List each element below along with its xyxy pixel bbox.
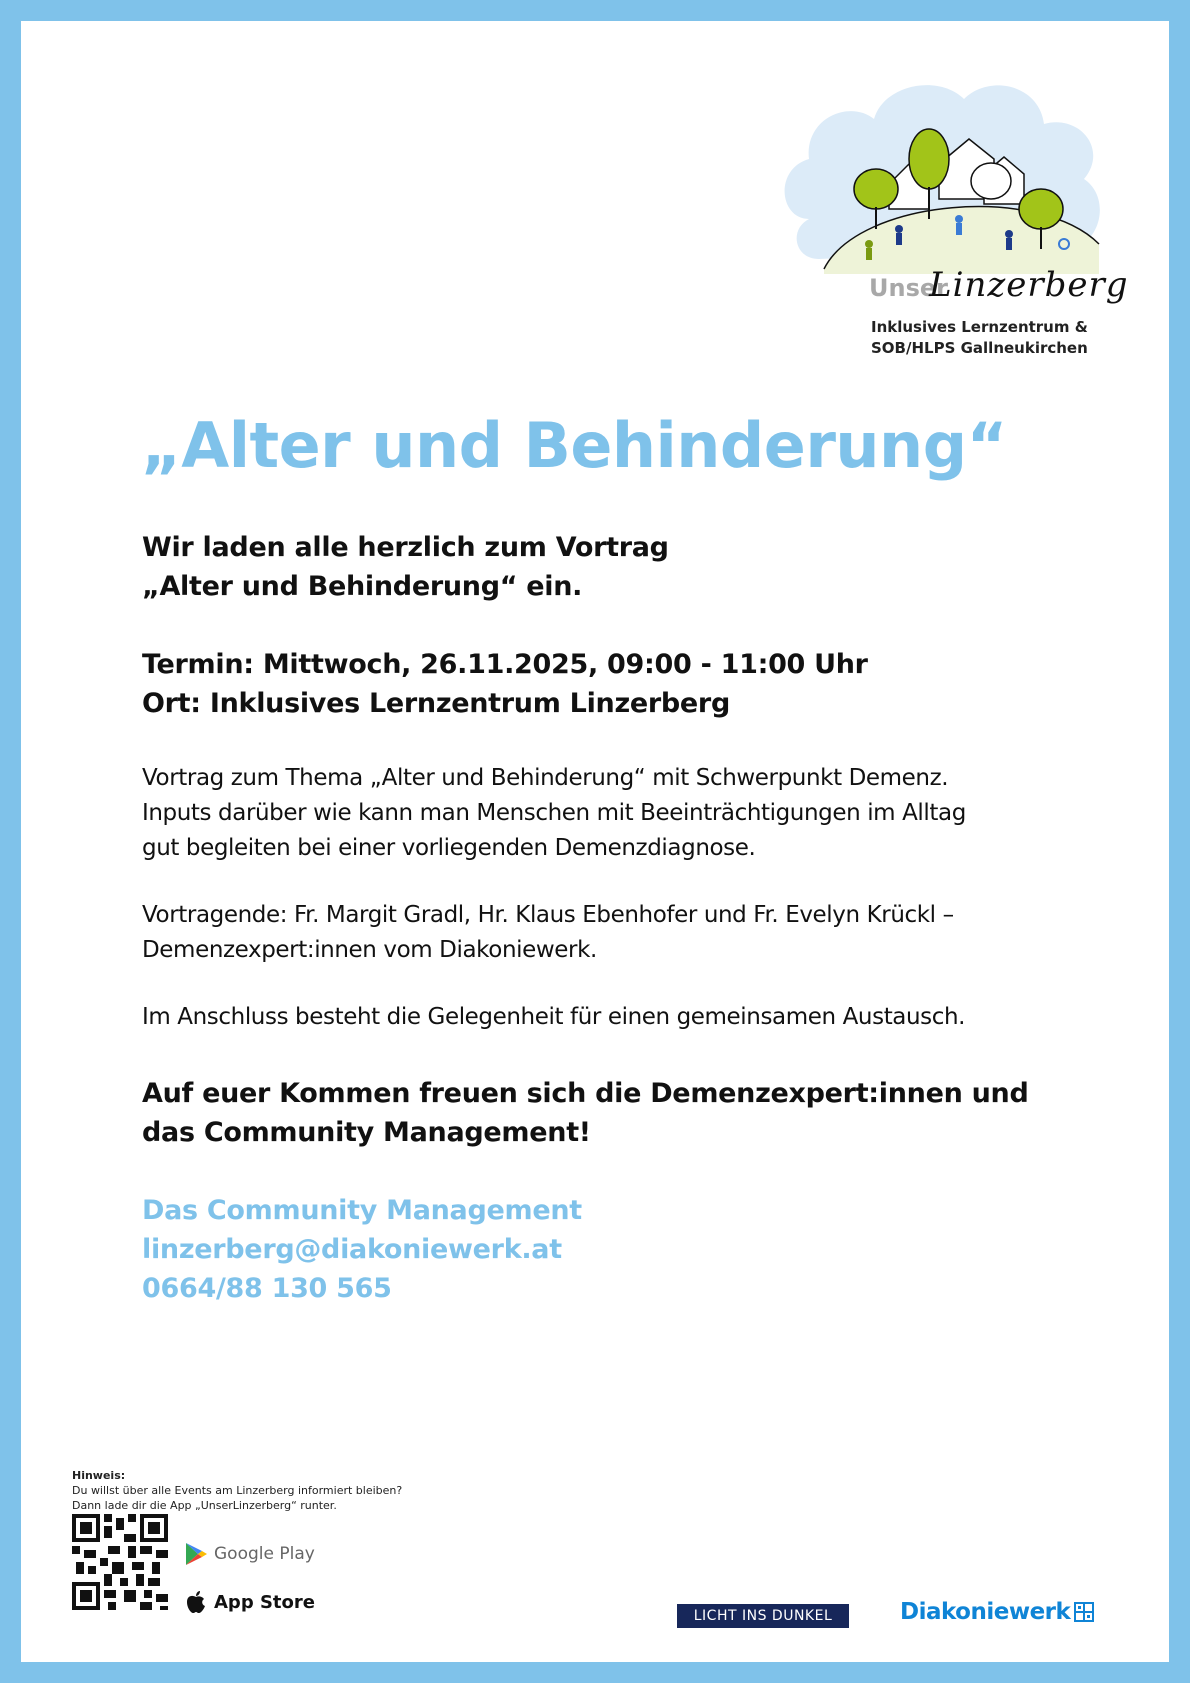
app-store-badge[interactable] [183,1589,315,1615]
poster-page [21,21,1169,1662]
event-details [142,645,868,723]
diakoniewerk-logo [900,1599,1095,1625]
unser-linzerberg-logo [779,69,1159,369]
qr-code-icon [72,1514,168,1610]
google-play-icon [183,1541,209,1567]
fold-mark [1148,438,1169,439]
logo-subtitle-line: Inklusives Lernzentrum & [871,318,1088,336]
fold-mark [21,438,42,439]
diakoniewerk-wordmark: Diakoniewerk [900,1599,1071,1625]
speakers [142,898,954,968]
apple-icon [183,1589,209,1615]
contact-phone: 0664/88 130 565 [142,1273,392,1304]
hint-line: Dann lade dir die App „UnserLinzerberg“ runter. [72,1499,337,1512]
event-location: Ort: Inklusives Lernzentrum Linzerberg [142,688,730,719]
logo-word-unser: Unser [869,274,948,302]
licht-ins-dunkel-logo: LICHT INS DUNKEL [677,1604,849,1628]
closing-line: das Community Management! [142,1117,591,1148]
page-title: „Alter und Behinderung“ [141,409,1007,482]
invitation-line: „Alter und Behinderung“ ein. [142,571,583,602]
contact-email: linzerberg@diakoniewerk.at [142,1234,562,1265]
diakoniewerk-cross-icon [1073,1601,1095,1623]
logo-subtitle-line: SOB/HLPS Gallneukirchen [871,339,1088,357]
description-line: Inputs darüber wie kann man Menschen mit Beeinträchtigungen im Alltag [142,800,966,826]
speakers-line: Vortragende: Fr. Margit Gradl, Hr. Klaus Ebenhofer und Fr. Evelyn Krückl – [142,902,954,928]
invitation-text [142,528,669,606]
app-store-label: App Store [214,1591,315,1613]
hint-line: Du willst über alle Events am Linzerberg informiert bleiben? [72,1484,403,1497]
closing-text [142,1074,1029,1152]
google-play-badge[interactable] [183,1541,315,1567]
event-date-time: Termin: Mittwoch, 26.11.2025, 09:00 - 11:00 Uhr [142,649,868,680]
logo-word-linzerberg: Linzerberg [929,265,1129,305]
google-play-label: Google Play [214,1544,315,1564]
description-line: Vortrag zum Thema „Alter und Behinderung“ mit Schwerpunkt Demenz. [142,765,949,791]
hint-label: Hinweis: [72,1469,126,1482]
afterwards-line: Im Anschluss besteht die Gelegenheit für einen gemeinsamen Austausch. [142,1004,966,1030]
contact-block [142,1191,582,1308]
description-line: gut begleiten bei einer vorliegenden Demenzdiagnose. [142,835,756,861]
closing-line: Auf euer Kommen freuen sich die Demenzexpert:innen und [142,1078,1029,1109]
afterwards-note [142,1000,965,1035]
speakers-line: Demenzexpert:innen vom Diakoniewerk. [142,937,597,963]
logo-subtitle [871,317,1088,359]
contact-name: Das Community Management [142,1195,582,1226]
app-hint [72,1468,402,1513]
event-description [142,761,966,866]
invitation-line: Wir laden alle herzlich zum Vortrag [142,532,669,563]
